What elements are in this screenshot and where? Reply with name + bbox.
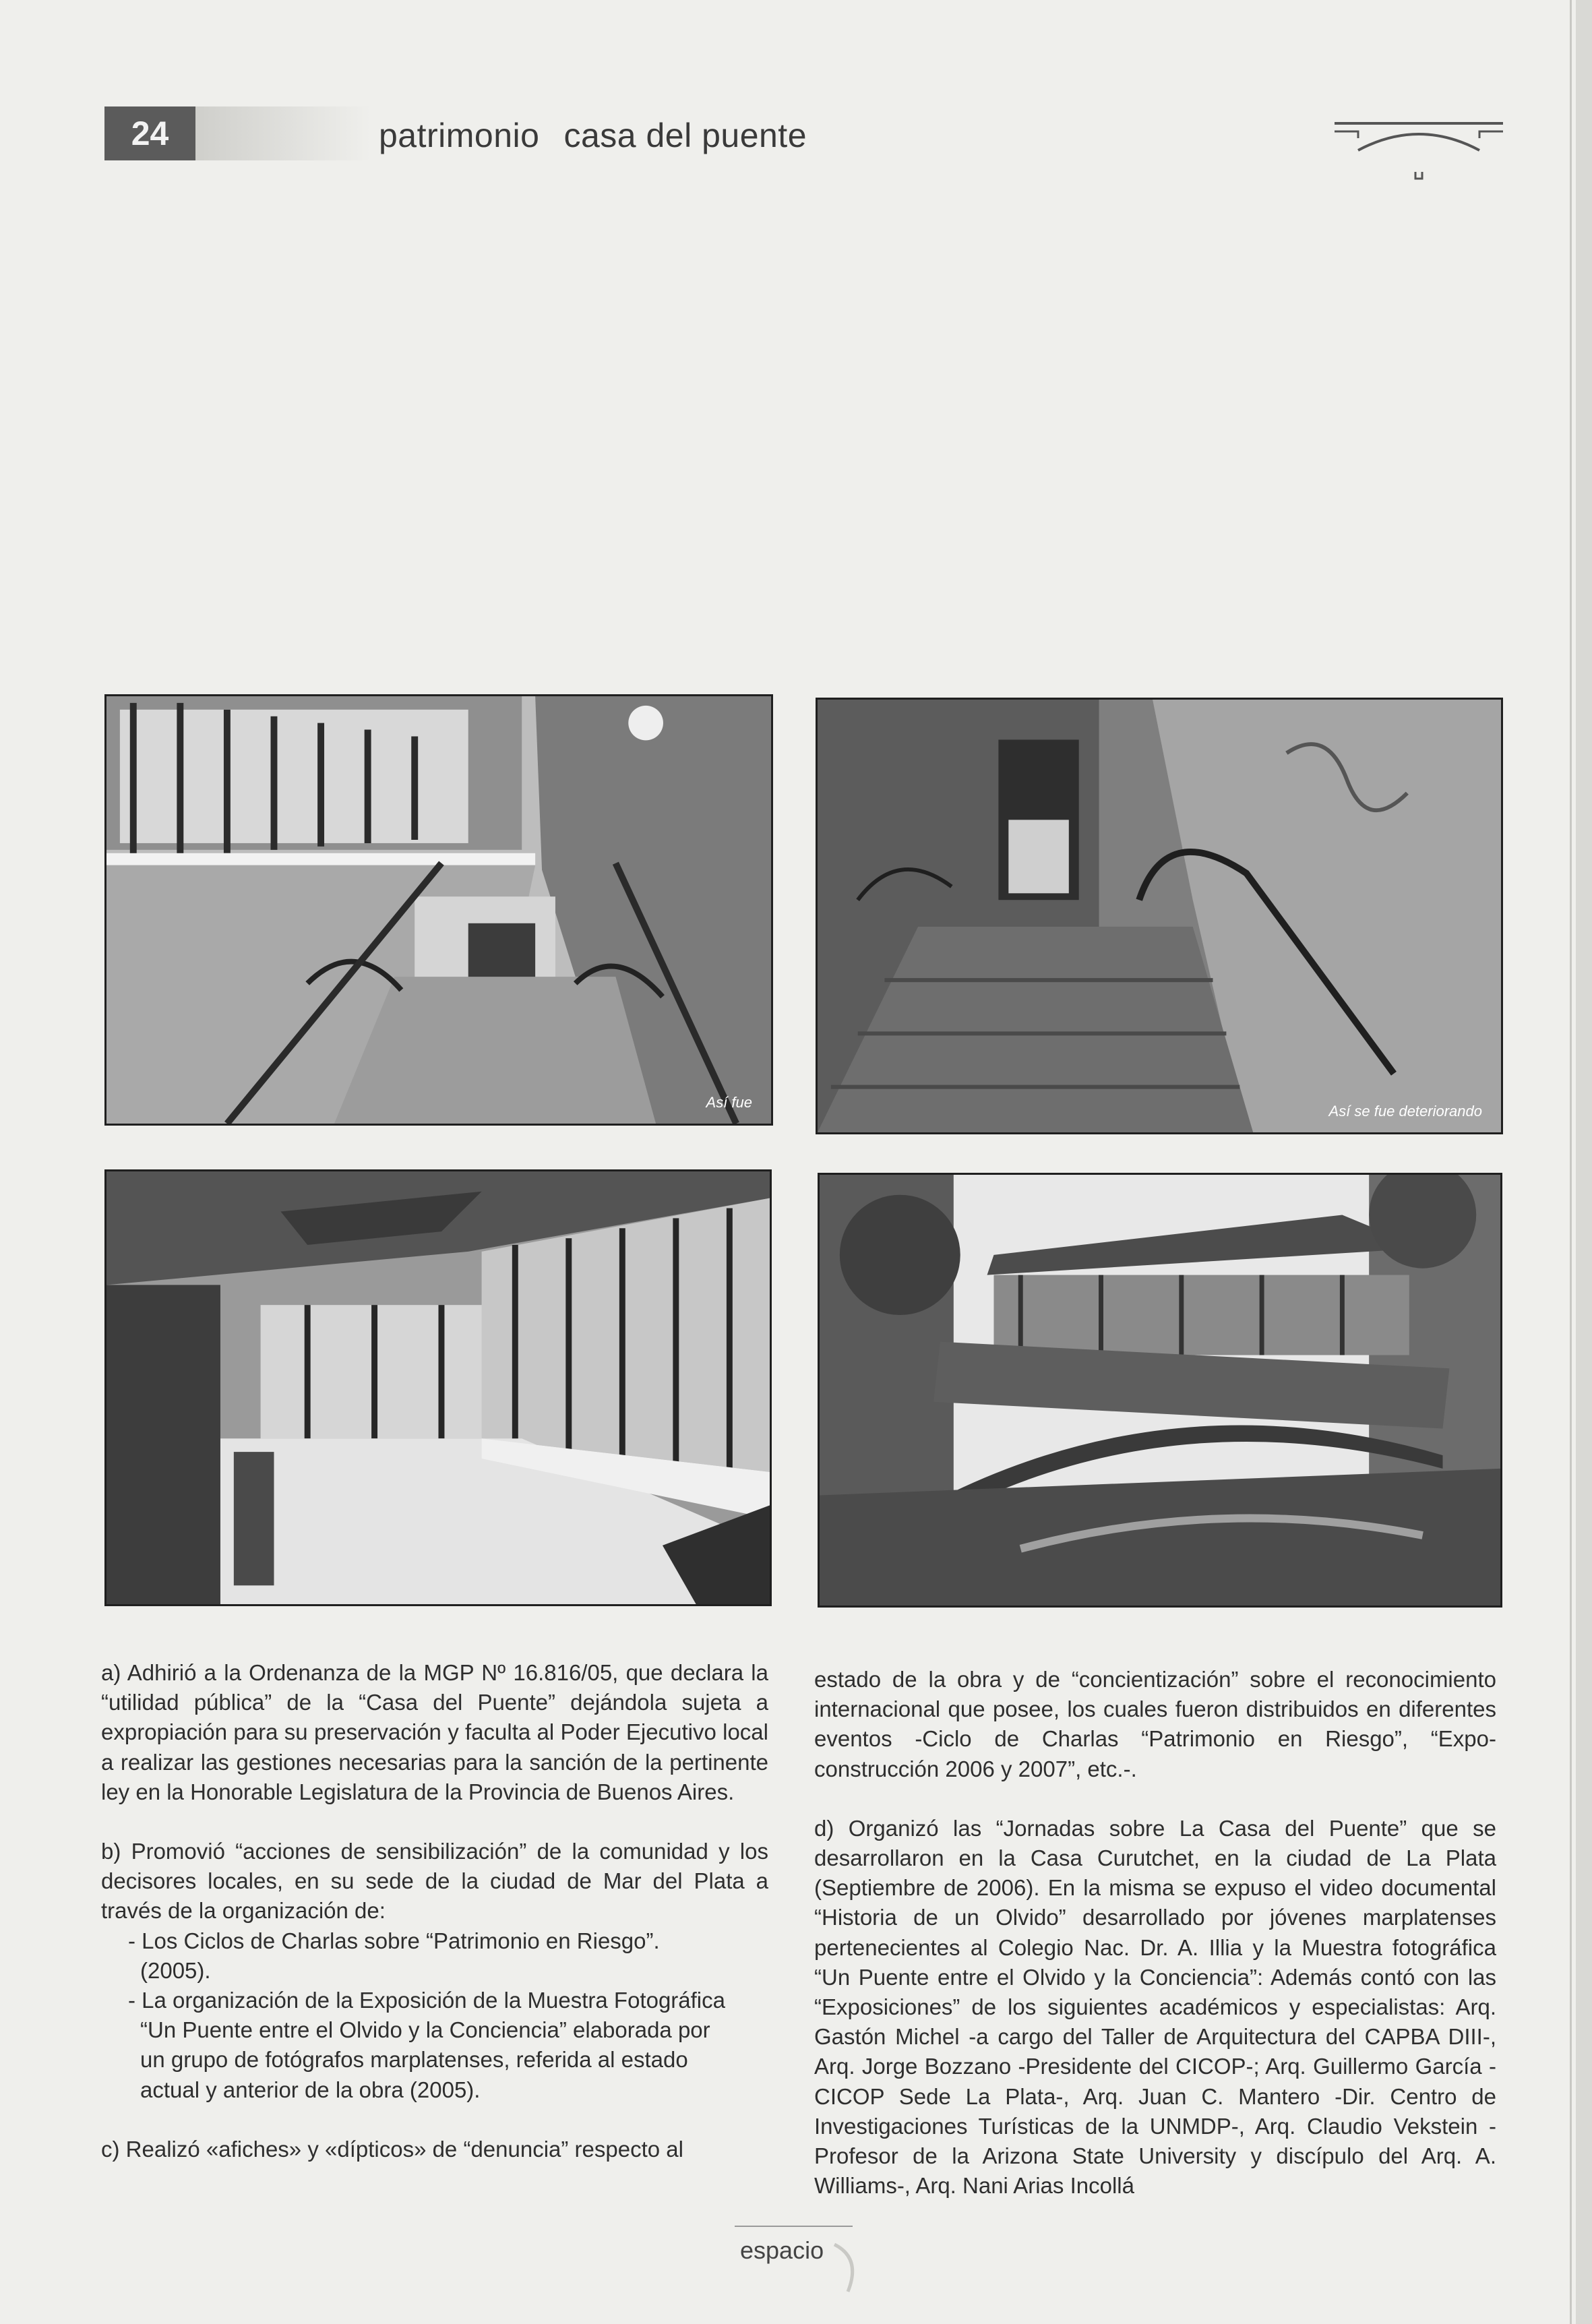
paragraph-b: b) Promovió “acciones de sensibilización” de la comunidad y los decisores locales, en su sede de la ciudad de Mar del Plata a través de la organización de: [101,1839,768,1924]
list-item-exposicion-line3: un grupo de fotógrafos marplatenses, referida al estado [140,2047,688,2073]
list-item-exposicion-line2: “Un Puente entre el Olvido y la Conciencia” elaborada por [140,2017,710,2043]
list-item-exposicion: - La organización de la Exposición de la Muestra Fotográfica [128,1988,725,2013]
text-column-right [814,1665,1496,2201]
page-edge [1576,0,1592,2324]
footer-mark-icon [821,2224,868,2298]
text-column-left [101,1658,768,2164]
photo-interior-original [104,694,773,1126]
photo-stair-deteriorating [816,698,1503,1134]
list-item-charlas: - Los Ciclos de Charlas sobre “Patrimonio en Riesgo”. [128,1928,660,1953]
list-item-exposicion-line4: actual y anterior de la obra (2005). [140,2077,481,2102]
article-title: casa del puente [563,117,807,154]
photo-bridge-exterior [818,1173,1502,1608]
photo-caption-1: Así fue [706,1094,752,1111]
paragraph-c: c) Realizó «afiches» y «dípticos» de “denuncia” respecto al [101,2136,683,2162]
page-number [104,106,195,160]
header-band [195,106,371,160]
paragraph-a: a) Adhirió a la Ordenanza de la MGP Nº 16.816/05, que declara la “utilidad pública” de la “Casa del Puente” dejándola sujeta a expropiación para su preservación y faculta al Poder Ejecutivo local a realizar las gestiones necesarias para la sanción de la pertinente ley en la Honorable Legislatura de la Provincia de Buenos Aires. [101,1660,768,1804]
section-label: patrimonio [379,117,540,154]
page-edge-line [1570,0,1572,2324]
list-item-charlas-year: (2005). [140,1957,211,1983]
bridge-logo-icon [1331,111,1506,185]
photo-caption-2: Así se fue deteriorando [1328,1103,1482,1120]
page-number-text: 24 [131,115,169,152]
magazine-name: espacio [740,2236,824,2264]
header-title [379,116,807,155]
paragraph-d: d) Organizó las “Jornadas sobre La Casa del Puente” que se desarrollaron en la Casa Curutchet, en la ciudad de La Plata (Septiembre de 2006). En la misma se expuso el video documental “Historia de un Olvido” desarrollado por jóvenes marplatenses pertenecientes al Colegio Nac. Dr. A. Illia y la Muestra fotográfica “Un Puente entre el Olvido y la Conciencia”: Además contó con las “Exposiciones” de los siguientes académicos y especialistas: Arq. Gastón Michel -a cargo del Taller de Arquitectura del CAPBA DIII-, Arq. Jorge Bozzano -Presidente del CICOP-; Arq. Guillermo García -CICOP Sede La Plata-, Arq. Juan C. Mantero -Dir. Centro de Investigaciones Turísticas de la UNMDP-, Arq. Claudio Vekstein -Profesor de la Arizona State University y discípulo del Arq. A. Williams-, Arq. Nani Arias Incollá [814,1815,1496,2199]
paragraph-c-continued: estado de la obra y de “concientización” sobre el reconocimiento internacional que posee, los cuales fueron distribuidos en diferentes eventos -Ciclo de Charlas “Patrimonio en Riesgo”, “Expo-construcción 2006 y 2007”, etc.-. [814,1667,1496,1781]
photo-interior-ruined [104,1169,772,1606]
